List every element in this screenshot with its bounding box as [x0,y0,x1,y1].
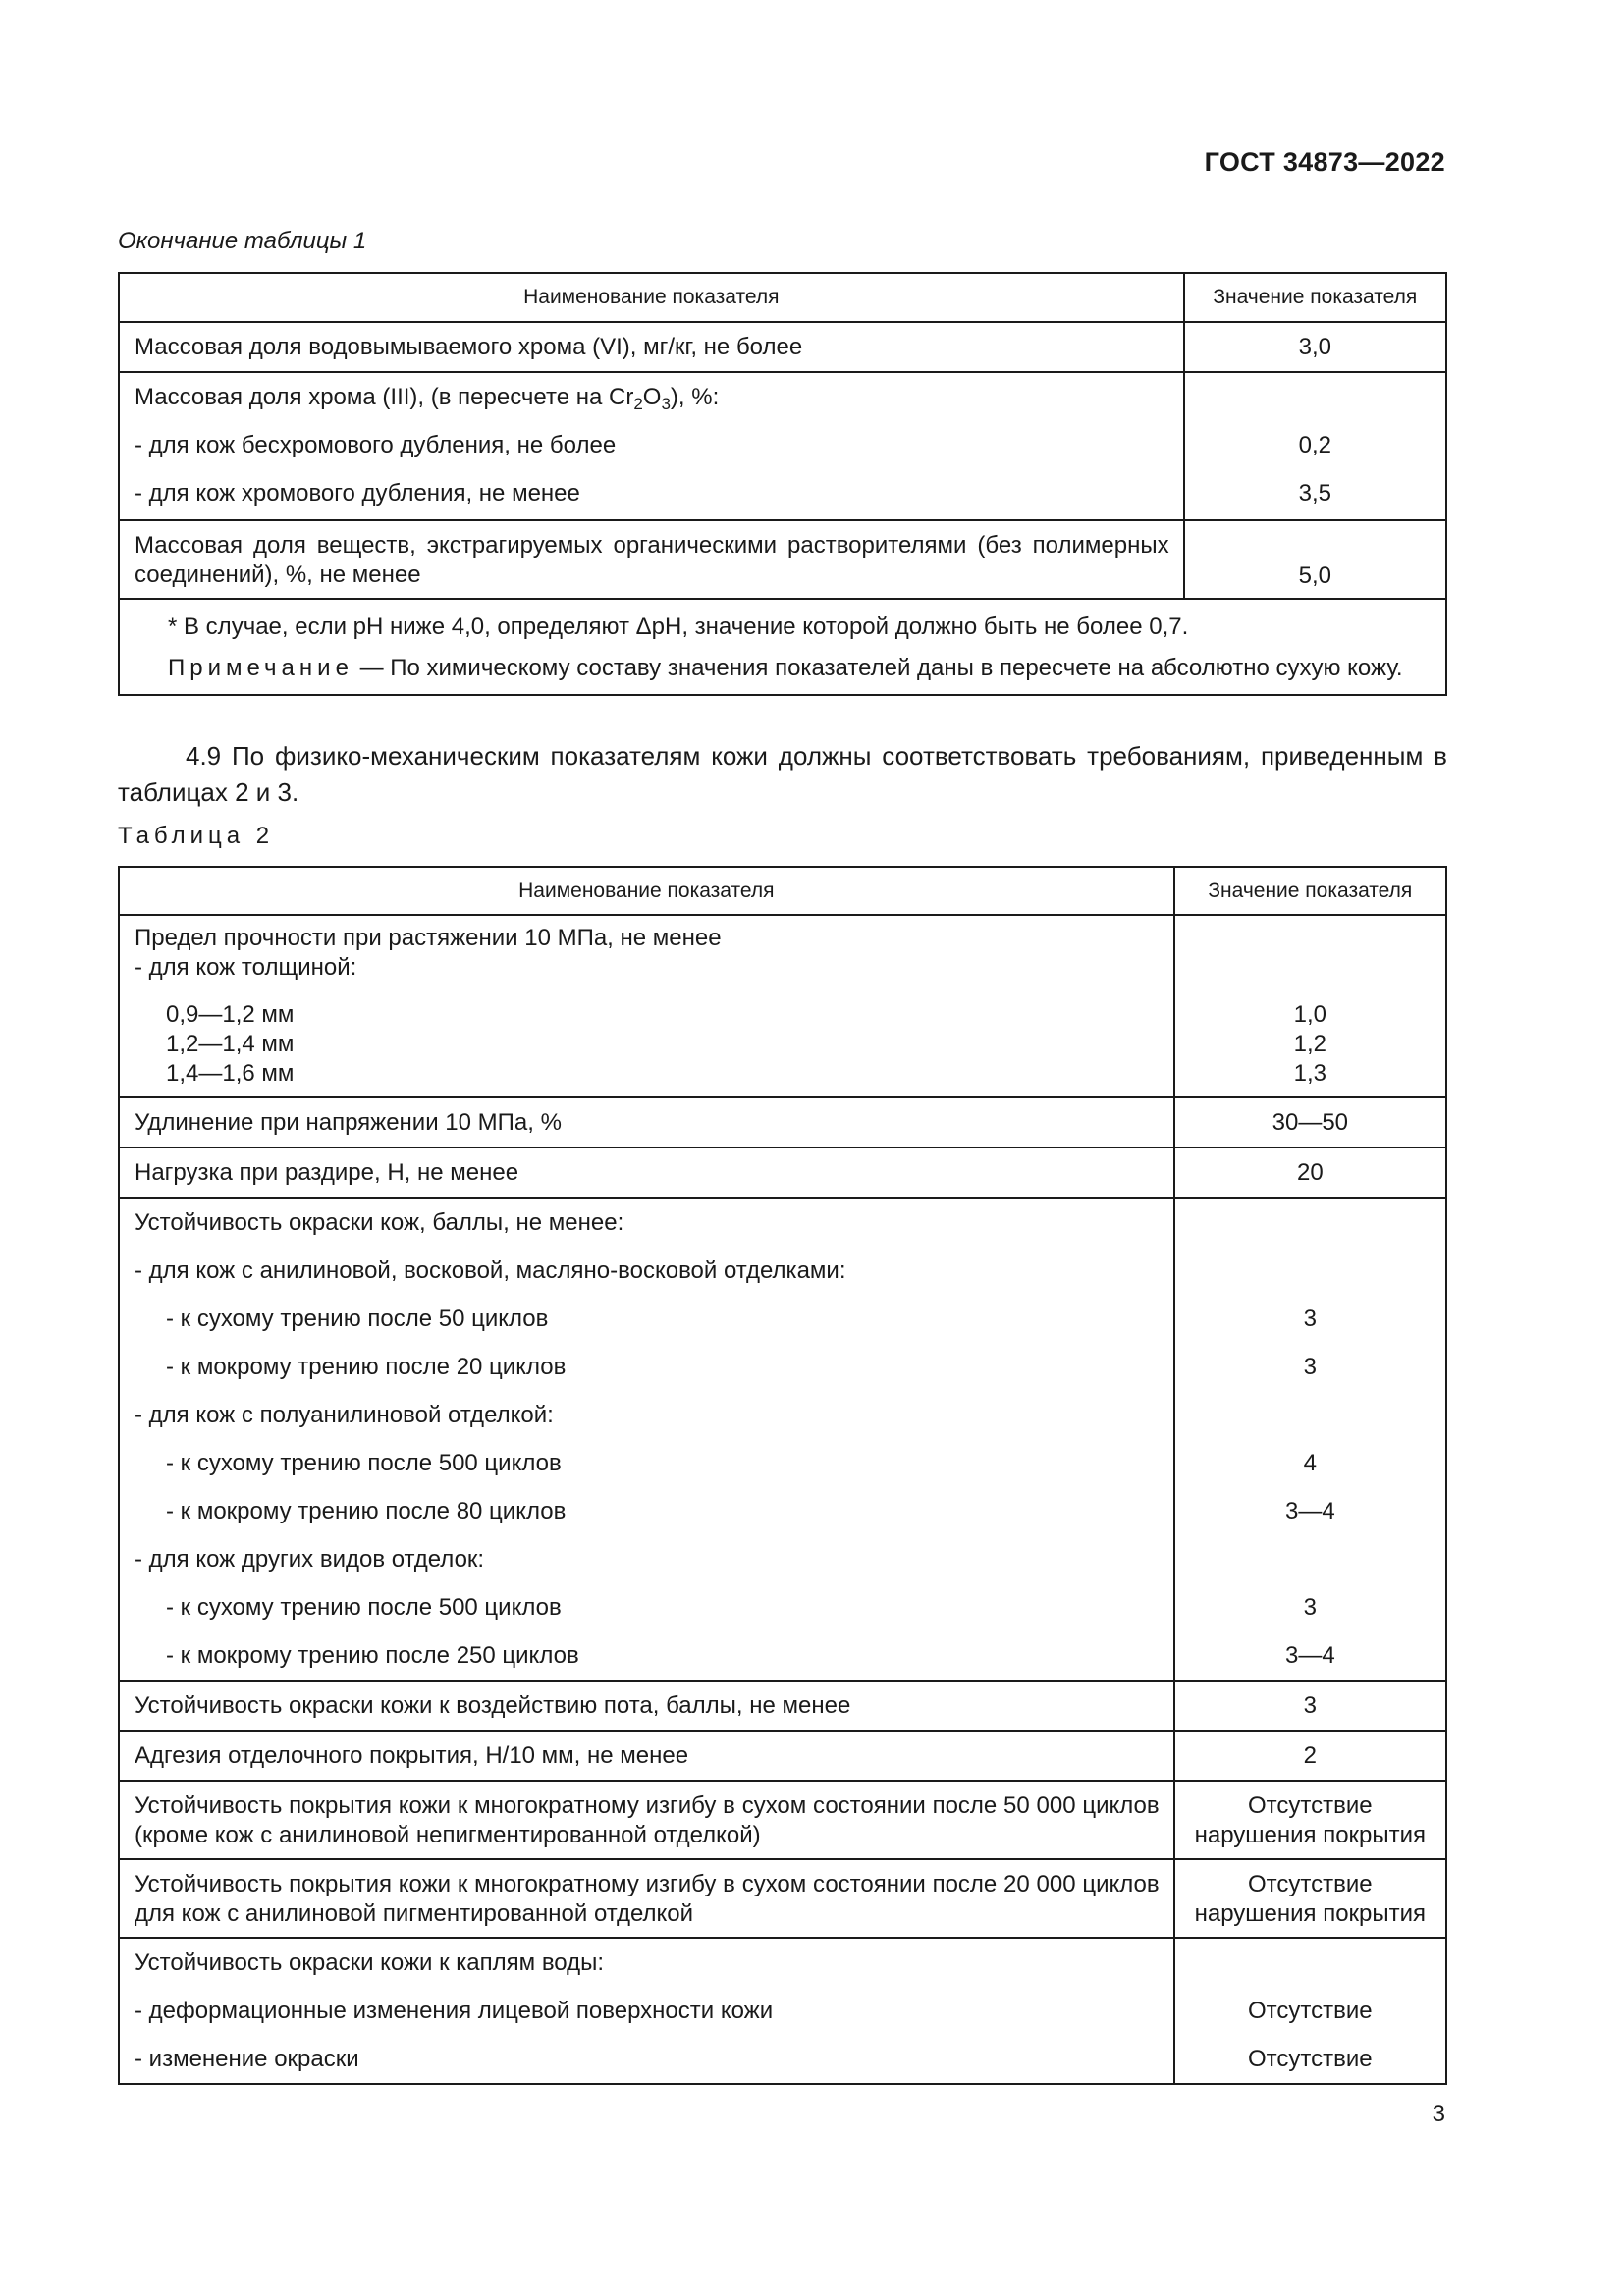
table-note: Примечание — По химическому составу значения показателей даны в пересчете на абсолютно сухую кожу. [168,655,1403,681]
table1-continuation-label: Окончание таблицы 1 [118,228,367,254]
row-subitem: - для кож с полуанилиновой отделкой: [135,1402,554,1428]
row-value: 3—4 [1284,1642,1335,1669]
row-value: Отсутствие [1248,1871,1373,1897]
row-name: Адгезия отделочного покрытия, Н/10 мм, не менее [135,1742,689,1769]
row-value: нарушения покрытия [1194,1900,1427,1927]
row-value: 1,2 [1293,1031,1326,1057]
column-header-name: Наименование показателя [119,867,1174,915]
table-2-label: Таблица 2 [118,823,275,849]
row-value: Отсутствие [1248,1998,1373,2024]
row-subitem: - для кож других видов отделок: [135,1546,485,1573]
table-footnote: * В случае, если рН ниже 4,0, определяют ΔрН, значение которой должно быть не более 0,7. [168,614,1189,640]
row-subitem: - к мокрому трению после 250 циклов [166,1642,579,1669]
row-subitem: - к сухому трению после 500 циклов [166,1450,562,1476]
table-row [119,915,1446,1097]
row-name: Предел прочности при растяжении 10 МПа, не менее [135,925,722,951]
table-row [119,1097,1446,1148]
column-header-value: Значение показателя [1174,867,1446,915]
row-value: 3 [1303,1692,1317,1719]
row-subitem: - к сухому трению после 500 циклов [166,1594,562,1621]
table-row [119,1148,1446,1198]
row-value: 3 [1303,1306,1317,1332]
row-value: 3,0 [1298,334,1331,360]
column-header-name: Наименование показателя [119,273,1184,322]
row-name: Устойчивость покрытия кожи к многократному изгибу в сухом состоянии после 50 000 циклов (кроме кож с анилиновой непигментированной отделкой) [119,1781,1174,1859]
row-value: 20 [1296,1159,1324,1186]
row-value: 5,0 [1184,520,1446,599]
table-row [119,520,1446,599]
table-row [119,1731,1446,1781]
table-row [119,1859,1446,1938]
row-value: 3 [1303,1594,1317,1621]
row-value: 3,5 [1298,480,1331,507]
row-subitem: 0,9—1,2 мм [166,1001,295,1028]
table-1 [118,272,1447,696]
row-value: 30—50 [1272,1109,1349,1136]
table-row [119,372,1446,520]
table-2 [118,866,1447,2085]
table-note-row [119,599,1446,695]
row-name: Нагрузка при раздире, Н, не менее [135,1159,519,1186]
row-subitem: - для кож с анилиновой, восковой, масляно-восковой отделками: [135,1257,846,1284]
row-name: Массовая доля веществ, экстрагируемых органическими растворителями (без полимерных соединений), %, не менее [119,520,1184,599]
row-subitem: - изменение окраски [135,2046,359,2072]
row-name: Устойчивость покрытия кожи к многократному изгибу в сухом состоянии после 20 000 циклов для кож с анилиновой пигментированной отделкой [119,1859,1174,1938]
row-subitem: - для кож хромового дубления, не менее [135,480,580,507]
row-subitem: - деформационные изменения лицевой поверхности кожи [135,1998,774,2024]
row-value: 2 [1303,1742,1317,1769]
row-subitem: - для кож толщиной: [135,954,357,981]
row-name: Устойчивость окраски кожи к каплям воды: [135,1949,605,1976]
row-subitem: - к сухому трению после 50 циклов [166,1306,549,1332]
row-name: Массовая доля хрома (III), (в пересчете на $Cr_2O_3$), %: [135,384,720,413]
table-row [119,1938,1446,2084]
table-header-row [119,273,1446,322]
row-value: нарушения покрытия [1194,1822,1427,1848]
row-subitem: 1,4—1,6 мм [166,1060,295,1087]
row-name: Устойчивость окраски кожи к воздействию пота, баллы, не менее [135,1692,851,1719]
clause-4-9: 4.9 По физико-механическим показателям кожи должны соответствовать требованиям, приведенным в таблицах 2 и 3. [118,741,1447,807]
row-value: 4 [1303,1450,1317,1476]
row-value: Отсутствие [1248,1792,1373,1819]
row-value: 3 [1303,1354,1317,1380]
row-value: Отсутствие [1248,2046,1373,2072]
row-subitem: 1,2—1,4 мм [166,1031,295,1057]
row-value: 3—4 [1284,1498,1335,1524]
table-header-row [119,867,1446,915]
table-row [119,1681,1446,1731]
table-row [119,1781,1446,1859]
row-subitem: - к мокрому трению после 80 циклов [166,1498,567,1524]
row-value: 1,3 [1293,1060,1326,1087]
column-header-value: Значение показателя [1184,273,1446,322]
row-subitem: - для кож бесхромового дубления, не более [135,432,617,458]
row-name: Удлинение при напряжении 10 МПа, % [135,1109,562,1136]
table-row [119,1198,1446,1681]
document-code: ГОСТ 34873—2022 [1204,147,1445,177]
row-subitem: - к мокрому трению после 20 циклов [166,1354,567,1380]
row-value: 1,0 [1293,1001,1326,1028]
page-number: 3 [1432,2101,1445,2127]
row-name: Устойчивость окраски кож, баллы, не менее: [135,1209,624,1236]
row-value: 0,2 [1298,432,1331,458]
table-row [119,322,1446,372]
row-name: Массовая доля водовымываемого хрома (VI), мг/кг, не более [135,334,803,360]
